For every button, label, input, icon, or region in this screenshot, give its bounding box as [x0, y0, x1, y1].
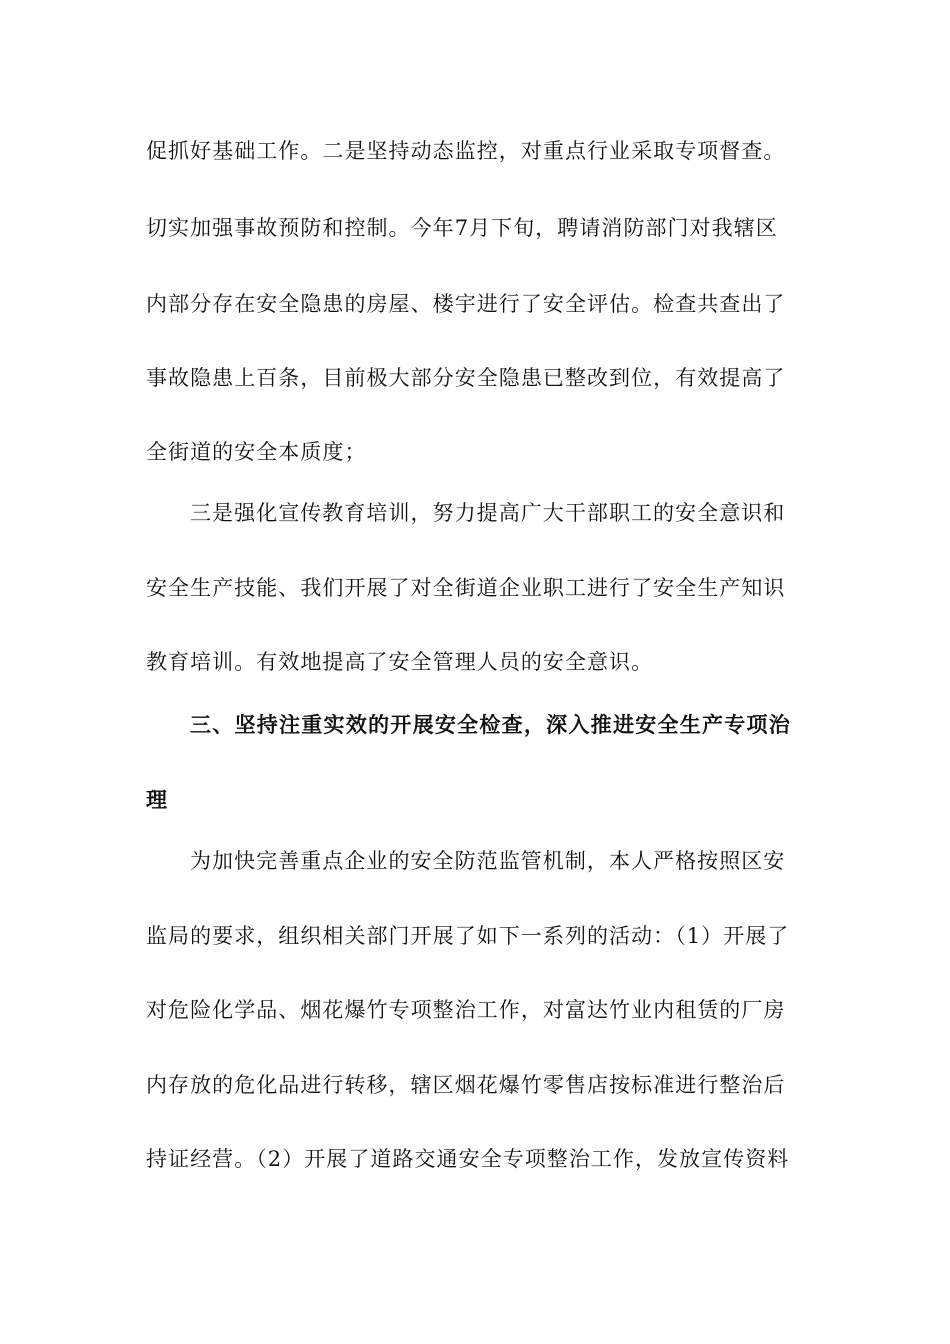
- para1-line-2: 切实加强事故预防和控制。今年7月下旬，聘请消防部门对我辖区: [146, 216, 778, 240]
- para1-line-4: 事故隐患上百条，目前极大部分安全隐患已整改到位，有效提高了: [146, 366, 786, 390]
- para2-line-3: 教育培训。有效地提高了安全管理人员的安全意识。: [146, 650, 654, 674]
- section-heading-line-2: 理: [146, 788, 169, 812]
- para3-line-5: 持证经营。（2）开展了道路交通安全专项整治工作，发放宣传资料: [146, 1147, 790, 1171]
- para1-line-3: 内部分存在安全隐患的房屋、楼宇进行了安全评估。检查共查出了: [146, 292, 786, 316]
- para2-line-2: 安全生产技能、我们开展了对全街道企业职工进行了安全生产知识: [146, 576, 786, 600]
- para3-line-4: 内存放的危化品进行转移，辖区烟花爆竹零售店按标准进行整治后: [146, 1073, 786, 1097]
- para3-line-3: 对危险化学品、烟花爆竹专项整治工作，对富达竹业内租赁的厂房: [146, 998, 786, 1022]
- para3-line-1: 为加快完善重点企业的安全防范监管机制，本人严格按照区安: [190, 849, 786, 873]
- para1-line-5: 全街道的安全本质度；: [146, 440, 367, 464]
- para2-line-1: 三是强化宣传教育培训，努力提高广大干部职工的安全意识和: [190, 501, 786, 525]
- para1-line-1: 促抓好基础工作。二是坚持动态监控，对重点行业采取专项督查。: [146, 139, 786, 163]
- section-heading-line-1: 三、坚持注重实效的开展安全检查，深入推进安全生产专项治: [190, 713, 792, 737]
- para3-line-2: 监局的要求，组织相关部门开展了如下一系列的活动：（1）开展了: [146, 924, 790, 948]
